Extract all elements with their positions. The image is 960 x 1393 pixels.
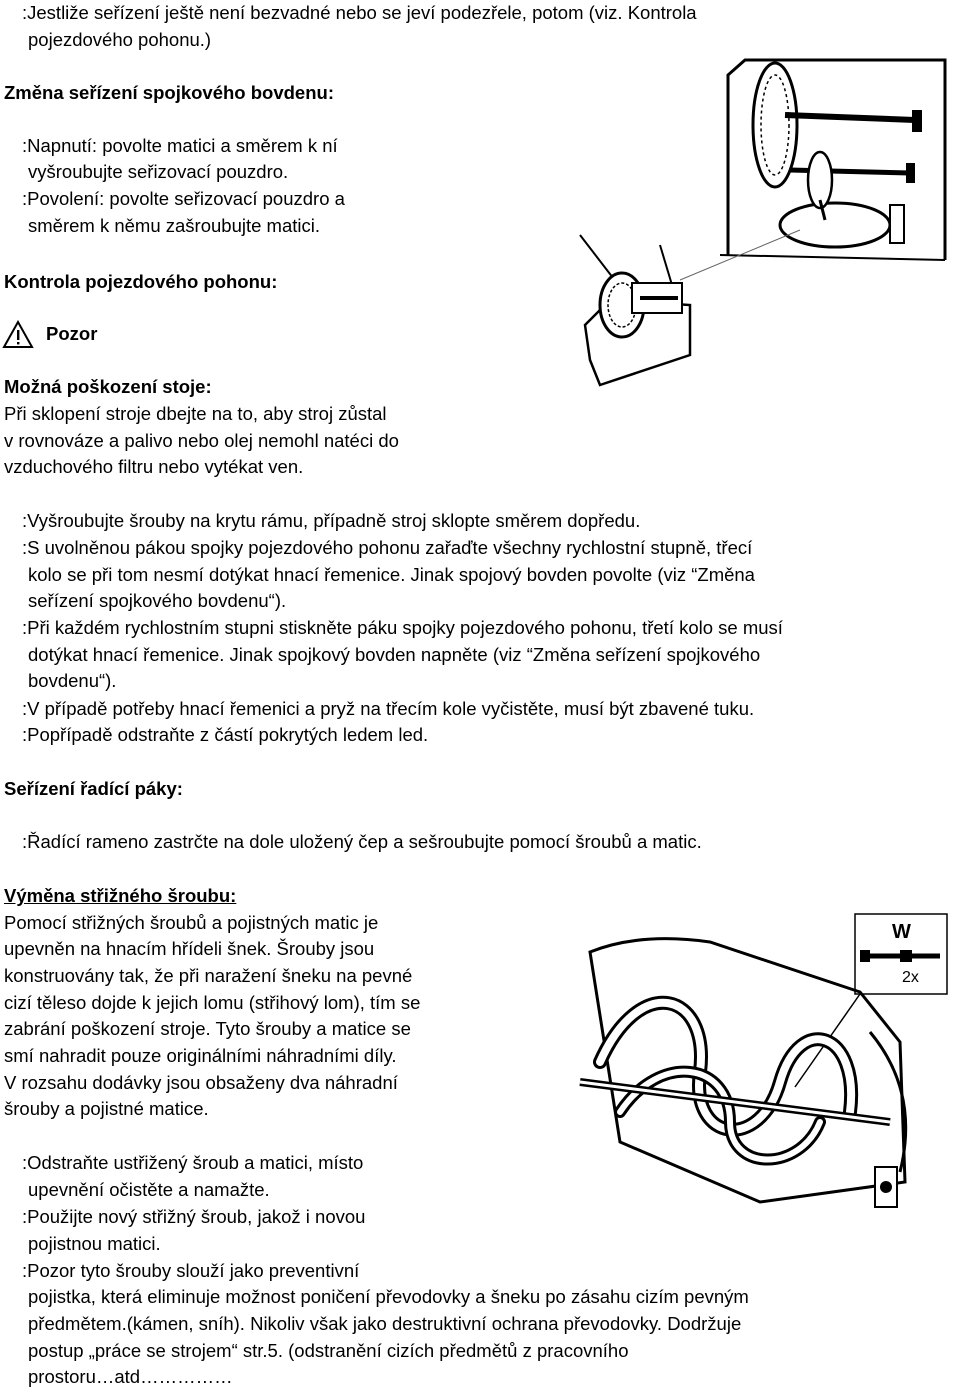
shear-bolt-paragraph-line: cizí těleso dojde k jejich lomu (střihový lom), tím se — [4, 992, 421, 1013]
drive-step: dotýkat hnací řemenice. Jinak spojkový bovden napněte (viz “Změna seřízení spojkového — [28, 644, 761, 665]
drive-step: :Při každém rychlostním stupni stiskněte páku spojky pojezdového pohonu, třetí kolo se musí — [22, 617, 783, 638]
drive-step: :S uvolněnou pákou spojky pojezdového pohonu zařaďte všechny rychlostní stupně, třecí — [22, 537, 753, 558]
damage-text-line: Při sklopení stroje dbejte na to, aby stroj zůstal — [4, 403, 387, 424]
warning-label: Pozor — [46, 323, 98, 344]
shear-bolt-step: :Odstraňte ustřižený šroub a matici, místo — [22, 1152, 364, 1173]
intro-line-2: pojezdového pohonu.) — [28, 29, 212, 50]
shift-lever-heading: Seřízení řadící páky: — [4, 778, 183, 799]
shear-bolt-step: postup „práce se strojem“ str.5. (odstranění cizích předmětů z pracovního — [28, 1340, 629, 1361]
auger-shear-bolt-illustration — [560, 912, 955, 1212]
shear-bolt-paragraph-line: konstruovány tak, že při naražení šneku na pevné — [4, 965, 413, 986]
shear-bolt-paragraph-line: smí nahradit pouze originálními náhradními díly. — [4, 1045, 397, 1066]
shear-bolt-paragraph-line: V rozsahu dodávky jsou obsaženy dva náhradní — [4, 1072, 398, 1093]
shear-bolt-paragraph-line: šrouby a pojistné matice. — [4, 1098, 209, 1119]
shear-bolt-step: :Pozor tyto šrouby slouží jako preventivní — [22, 1260, 360, 1281]
bolt-quantity-label: 2x — [902, 969, 919, 986]
bolt-label-w: W — [892, 921, 911, 943]
drive-step: seřízení spojkového bovdenu“). — [28, 590, 287, 611]
drive-mechanism-illustration — [570, 55, 955, 395]
shear-bolt-step: upevnění očistěte a namažte. — [28, 1179, 270, 1200]
shear-bolt-step: :Použijte nový střižný šroub, jakož i novou — [22, 1206, 366, 1227]
clutch-cable-item: :Napnutí: povolte matici a směrem k ní — [22, 135, 338, 156]
clutch-cable-item: :Povolení: povolte seřizovací pouzdro a — [22, 188, 345, 209]
damage-text-line: vzduchového filtru nebo vytékat ven. — [4, 456, 304, 477]
clutch-cable-item: směrem k němu zašroubujte matici. — [28, 215, 320, 236]
shear-bolt-paragraph-line: Pomocí střižných šroubů a pojistných matic je — [4, 912, 379, 933]
drive-step: :Vyšroubujte šrouby na krytu rámu, případně stroj sklopte směrem dopředu. — [22, 510, 641, 531]
shift-lever-text: :Řadící rameno zastrčte na dole uložený čep a sešroubujte pomocí šroubů a matic. — [22, 831, 702, 852]
shear-bolt-paragraph-line: upevněn na hnacím hřídeli šnek. Šrouby jsou — [4, 938, 375, 959]
intro-line-1: :Jestliže seřízení ještě není bezvadné nebo se jeví podezřele, potom (viz. Kontrola — [22, 2, 697, 23]
shear-bolt-step: pojistka, která eliminuje možnost poničení převodovky a šneku po zásahu cizím pevným — [28, 1286, 749, 1307]
shear-bolt-paragraph-line: zabrání poškození stroje. Tyto šrouby a matice se — [4, 1018, 411, 1039]
shear-bolt-step: předmětem.(kámen, sníh). Nikoliv však jako destruktivní ochrana převodovky. Dodržuje — [28, 1313, 742, 1334]
clutch-cable-item: vyšroubujte seřizovací pouzdro. — [28, 161, 289, 182]
drive-step: :V případě potřeby hnací řemenici a pryž na třecím kole vyčistěte, musí být zbavené tuku. — [22, 698, 755, 719]
drive-step: kolo se při tom nesmí dotýkat hnací řemenice. Jinak spojový bovden povolte (viz “Změna — [28, 564, 755, 585]
clutch-cable-heading: Změna seřízení spojkového bovdenu: — [4, 82, 334, 103]
shear-bolt-step: pojistnou matici. — [28, 1233, 161, 1254]
warning-triangle-icon — [2, 320, 34, 350]
shear-bolt-step: prostoru…atd…………… — [28, 1366, 233, 1387]
drive-step: bovdenu“). — [28, 670, 117, 691]
drive-check-heading: Kontrola pojezdového pohonu: — [4, 271, 278, 292]
drive-step: :Popřípadě odstraňte z částí pokrytých ledem led. — [22, 724, 429, 745]
damage-text-line: v rovnováze a palivo nebo olej nemohl natéci do — [4, 430, 399, 451]
damage-title: Možná poškození stoje: — [4, 376, 212, 397]
shear-bolt-heading: Výměna střižného šroubu: — [4, 885, 237, 906]
